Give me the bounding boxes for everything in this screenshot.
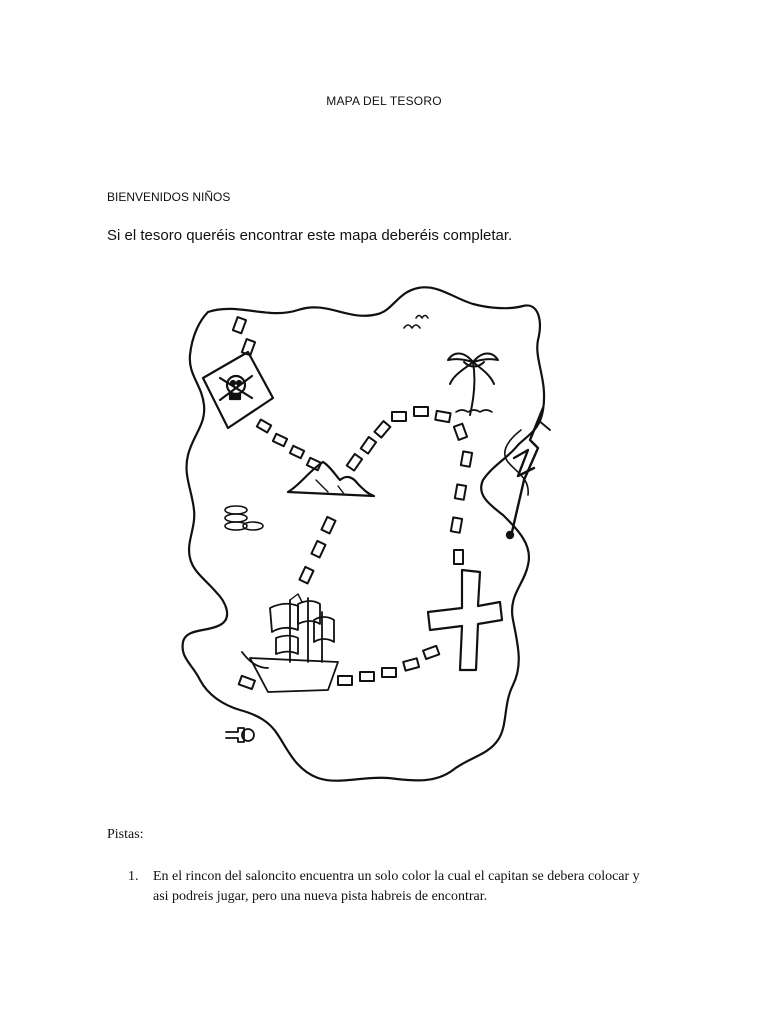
pirate-flag-icon (203, 352, 273, 428)
clue-list (107, 867, 647, 907)
mountain-icon (288, 462, 374, 496)
welcome-heading: BIENVENIDOS NIÑOS (107, 190, 231, 204)
palm-tree-icon (448, 354, 498, 416)
key-icon (226, 728, 254, 742)
clues-label: Pistas: (107, 827, 144, 842)
clue-text: En el rincon del saloncito encuentra un solo color la cual el capitan se debera colocar y asi podreis jugar, pero una nueva pista habreis de encontrar. (153, 869, 640, 904)
intro-text: Si el tesoro queréis encontrar este mapa deberéis completar. (107, 227, 513, 244)
dashed-trail (233, 317, 472, 689)
clue-number: 1. (128, 869, 139, 884)
compass-north-icon (507, 408, 550, 538)
treasure-map-illustration (178, 280, 562, 792)
coins-icon (225, 506, 263, 530)
list-item (107, 867, 647, 907)
document-title: MAPA DEL TESORO (326, 94, 442, 108)
ship-icon (242, 594, 338, 692)
island-outline (183, 287, 545, 780)
birds-icon (404, 316, 428, 329)
